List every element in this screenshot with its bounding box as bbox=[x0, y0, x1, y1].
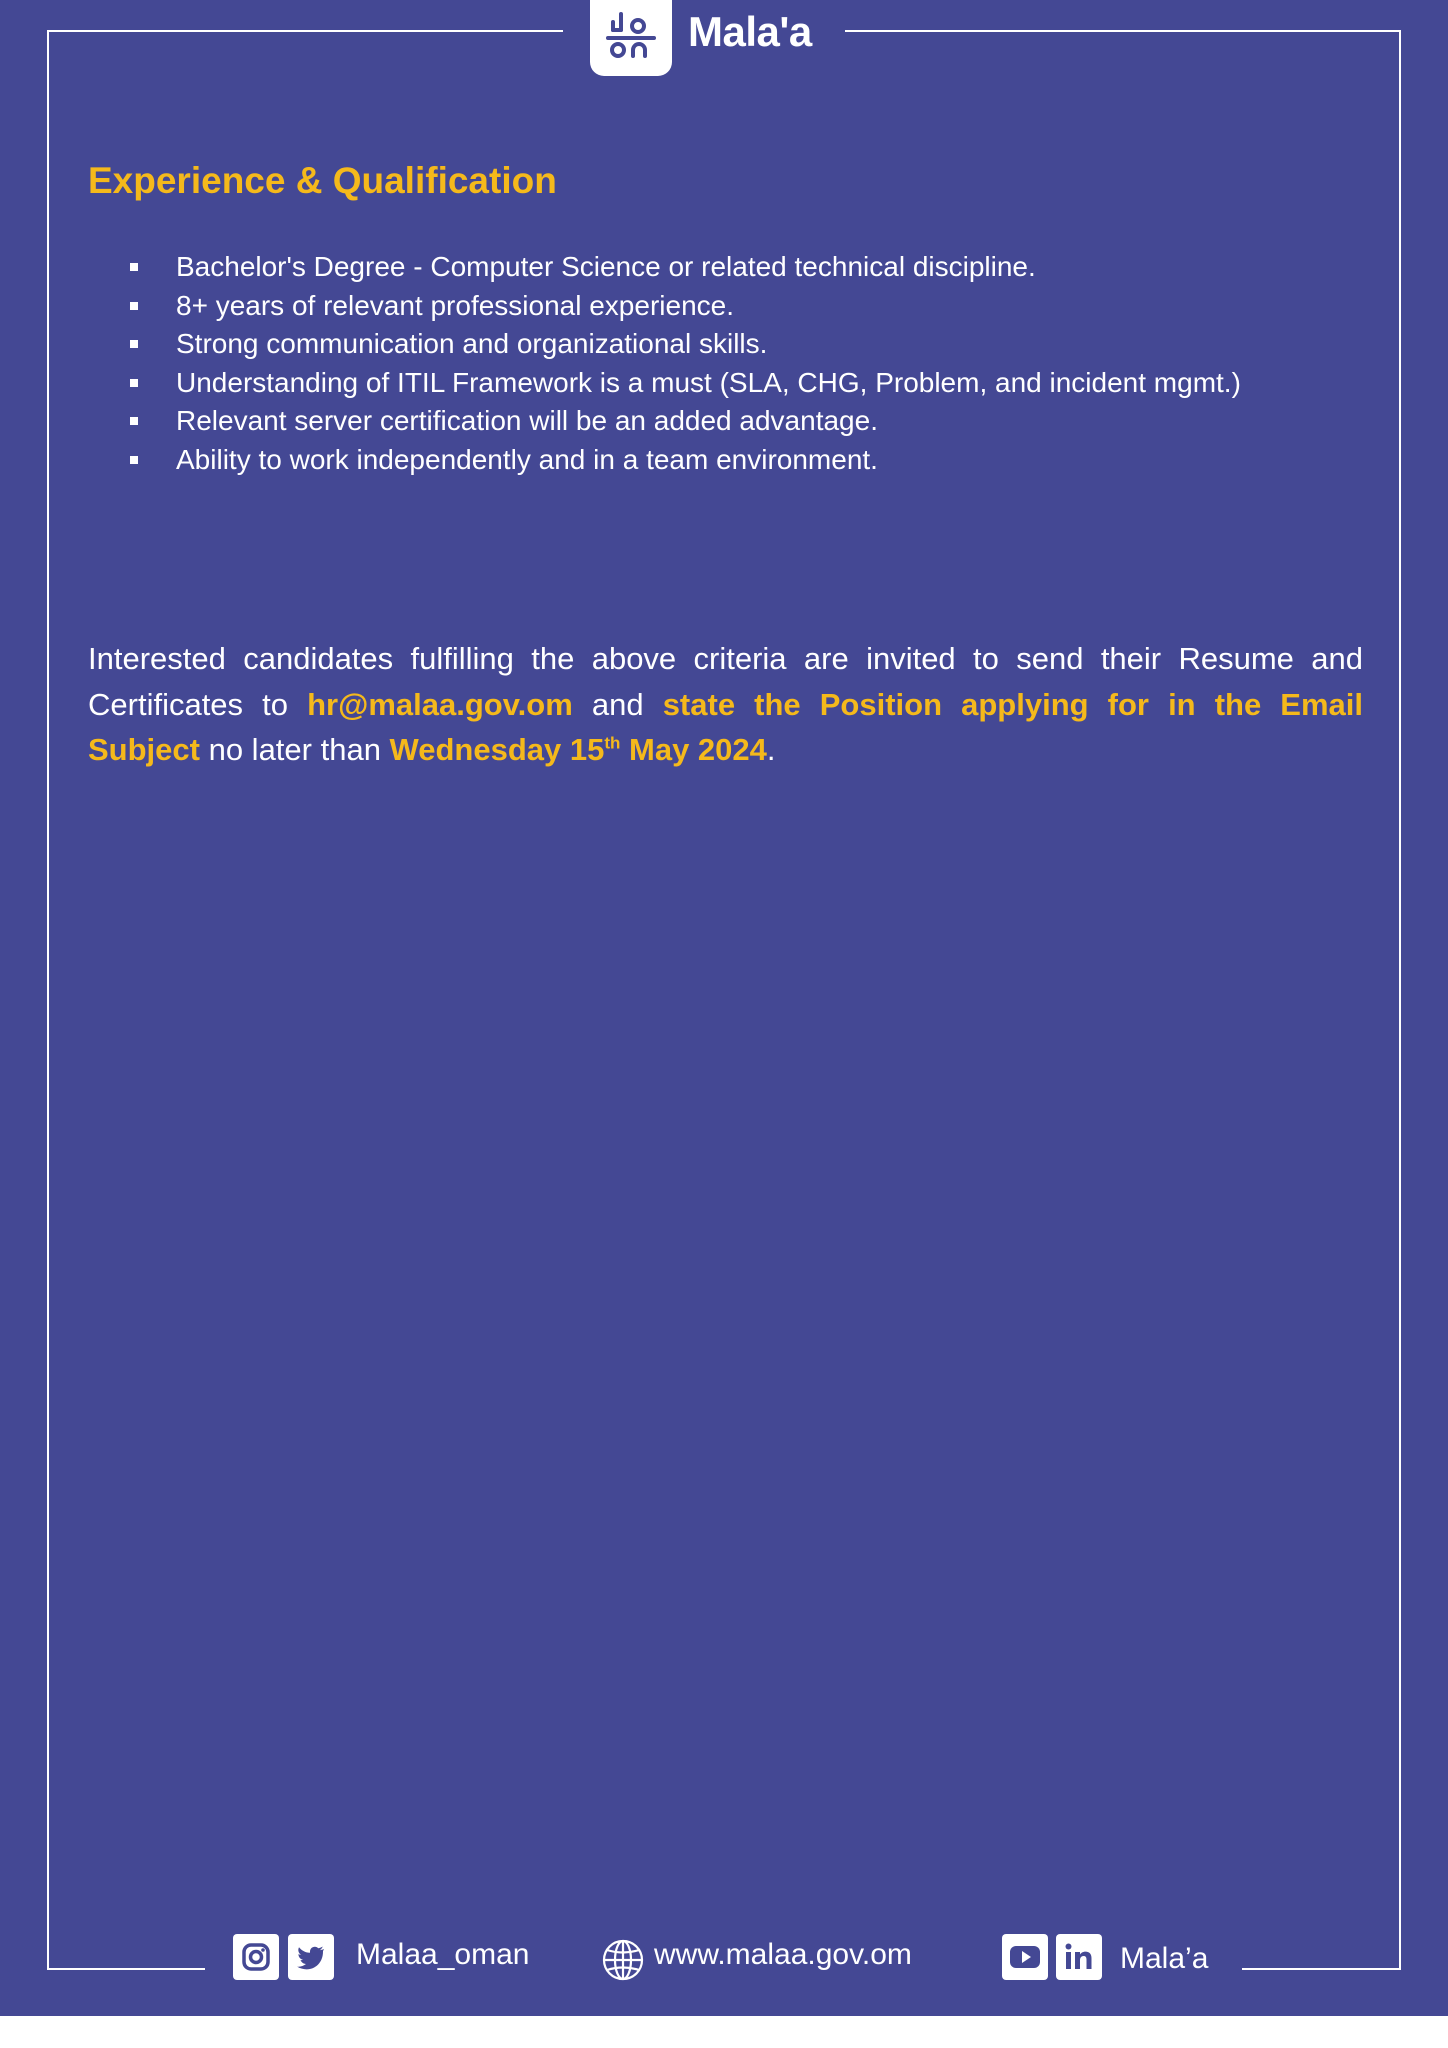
list-item-text: Bachelor's Degree - Computer Science or related technical discipline. bbox=[176, 251, 1036, 282]
website-link[interactable]: www.malaa.gov.om bbox=[654, 1938, 912, 1971]
youtube-icon[interactable] bbox=[1002, 1934, 1048, 1980]
frame-top-right bbox=[845, 30, 1401, 32]
instructions-text: no later than bbox=[199, 732, 390, 767]
list-item-text: Ability to work independently and in a team environment. bbox=[176, 443, 878, 475]
email-link[interactable]: hr@malaa.gov.om bbox=[307, 686, 573, 722]
section-heading: Experience & Qualification bbox=[88, 160, 557, 201]
instructions-text: Interested candidates fulfilling the above criteria are invited to send their Resume and Certificates to bbox=[88, 641, 1363, 722]
bullet-icon bbox=[130, 379, 138, 387]
list-item-text: 8+ years of relevant professional experience. bbox=[176, 289, 734, 321]
frame-right bbox=[1399, 30, 1401, 1970]
twitter-icon[interactable] bbox=[288, 1934, 334, 1980]
qualifications-list bbox=[130, 248, 1350, 480]
bullet-icon bbox=[130, 456, 138, 464]
subject-note: state the Position applying for in the Email Subject bbox=[88, 686, 1364, 767]
linkedin-icon[interactable] bbox=[1056, 1934, 1102, 1980]
footer-brand: Mala’a bbox=[1120, 1942, 1209, 1975]
application-instructions bbox=[88, 636, 1363, 773]
footer bbox=[0, 1930, 1448, 1986]
list-item bbox=[130, 325, 1350, 364]
list-item bbox=[130, 287, 1350, 326]
list-item bbox=[130, 248, 1350, 287]
list-item-text: Strong communication and organizational skills. bbox=[176, 328, 768, 360]
social-handle: Malaa_oman bbox=[356, 1938, 530, 1971]
deadline-rest: May 2024 bbox=[620, 732, 767, 767]
list-item bbox=[130, 364, 1350, 403]
list-item-text: Understanding of ITIL Framework is a must (SLA, CHG, Problem, and incident mgmt.) bbox=[176, 366, 1241, 398]
bullet-icon bbox=[130, 263, 138, 271]
instagram-icon[interactable] bbox=[233, 1934, 279, 1980]
list-item-text: Relevant server certification will be an added advantage. bbox=[176, 405, 878, 437]
frame-left bbox=[47, 30, 49, 1970]
globe-icon bbox=[601, 1938, 645, 1982]
logo bbox=[590, 0, 672, 76]
list-item bbox=[130, 402, 1350, 441]
bullet-icon bbox=[130, 302, 138, 310]
brand-name: Mala'a bbox=[688, 8, 812, 55]
deadline-day: Wednesday 15 bbox=[389, 732, 605, 767]
bullet-icon bbox=[130, 417, 138, 425]
deadline bbox=[390, 732, 767, 767]
deadline-suffix: th bbox=[604, 733, 621, 753]
instructions-text: and bbox=[572, 686, 663, 722]
bullet-icon bbox=[130, 340, 138, 348]
list-item bbox=[130, 441, 1350, 480]
frame-top-left bbox=[47, 30, 563, 32]
logo-mark-icon bbox=[606, 6, 656, 66]
instructions-text: . bbox=[766, 732, 776, 767]
